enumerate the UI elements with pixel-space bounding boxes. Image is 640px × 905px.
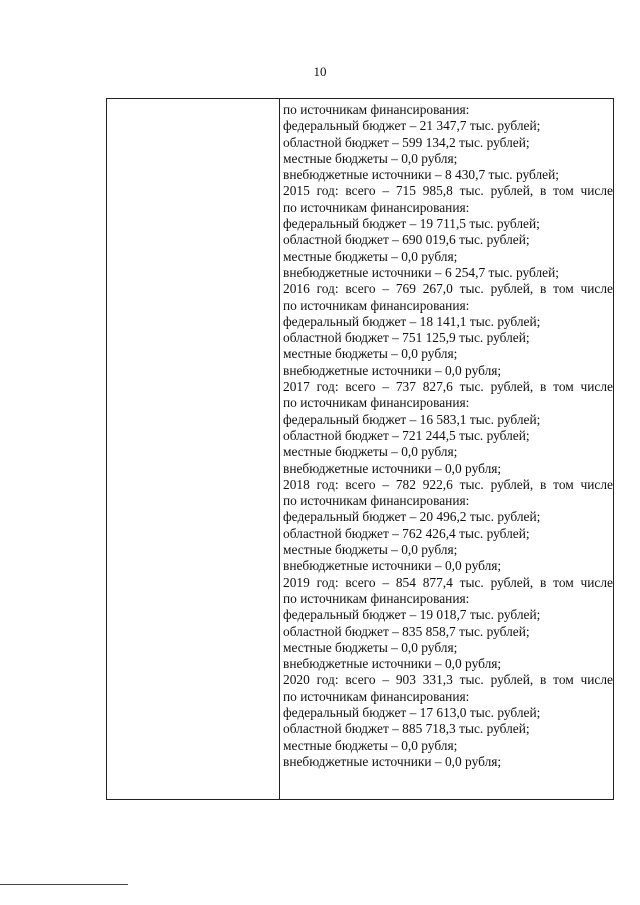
text-line: федеральный бюджет – 17 613,0 тыс. рублей; [283,704,541,720]
text-line: внебюджетные источники – 8 430,7 тыс. рублей; [283,167,560,183]
text-line: по источникам финансирования: [283,493,470,509]
text-line: местные бюджеты – 0,0 рубля; [283,542,458,558]
text-line: внебюджетные источники – 0,0 рубля; [283,753,502,769]
text-line: федеральный бюджет – 19 711,5 тыс. рублей; [283,216,540,232]
text-line: внебюджетные источники – 0,0 рубля; [283,460,502,476]
text-line: 2016 год: всего – 769 267,0 тыс. рублей, в том числе [283,281,613,297]
text-line: областной бюджет – 721 244,5 тыс. рублей; [283,427,530,443]
text-line: по источникам финансирования: [283,590,470,606]
text-line: местные бюджеты – 0,0 рубля; [283,444,458,460]
text-line: федеральный бюджет – 18 141,1 тыс. рублей; [283,313,541,329]
text-line: по источникам финансирования: [283,199,470,215]
table-left-cell [107,99,280,799]
text-line: областной бюджет – 762 426,4 тыс. рублей; [283,525,530,541]
text-line: 2017 год: всего – 737 827,6 тыс. рублей, в том числе [283,379,613,395]
text-line: областной бюджет – 690 019,6 тыс. рублей; [283,232,530,248]
text-line: федеральный бюджет – 21 347,7 тыс. рублей; [283,118,541,134]
text-line: областной бюджет – 751 125,9 тыс. рублей; [283,330,530,346]
text-line: федеральный бюджет – 20 496,2 тыс. рублей; [283,509,541,525]
text-line: местные бюджеты – 0,0 рубля; [283,150,458,166]
text-line: местные бюджеты – 0,0 рубля; [283,737,458,753]
footnote-rule [0,884,128,885]
text-line: 2020 год: всего – 903 331,3 тыс. рублей, в том числе [283,672,613,688]
text-line: местные бюджеты – 0,0 рубля; [283,248,458,264]
text-line: областной бюджет – 835 858,7 тыс. рублей; [283,623,530,639]
text-line: областной бюджет – 885 718,3 тыс. рублей; [283,721,530,737]
text-line: областной бюджет – 599 134,2 тыс. рублей; [283,134,530,150]
text-line: внебюджетные источники – 0,0 рубля; [283,656,502,672]
text-line: внебюджетные источники – 6 254,7 тыс. рублей; [283,264,560,280]
text-line: федеральный бюджет – 16 583,1 тыс. рублей; [283,411,541,427]
text-line: внебюджетные источники – 0,0 рубля; [283,362,502,378]
text-line: 2015 год: всего – 715 985,8 тыс. рублей, в том числе [283,183,613,199]
text-line: по источникам финансирования: [283,297,470,313]
page-number: 10 [313,64,327,79]
text-line: федеральный бюджет – 19 018,7 тыс. рублей; [283,607,541,623]
text-line: 2018 год: всего – 782 922,6 тыс. рублей, в том числе [283,476,613,492]
text-line: местные бюджеты – 0,0 рубля; [283,346,458,362]
text-line: 2019 год: всего – 854 877,4 тыс. рублей, в том числе [283,574,613,590]
text-line: местные бюджеты – 0,0 рубля; [283,639,458,655]
text-line: внебюджетные источники – 0,0 рубля; [283,558,502,574]
text-line: по источникам финансирования: [283,688,470,704]
text-line: по источникам финансирования: [283,395,470,411]
funding-table [106,98,614,800]
table-right-cell [283,102,613,770]
text-line: по источникам финансирования: [283,102,470,117]
